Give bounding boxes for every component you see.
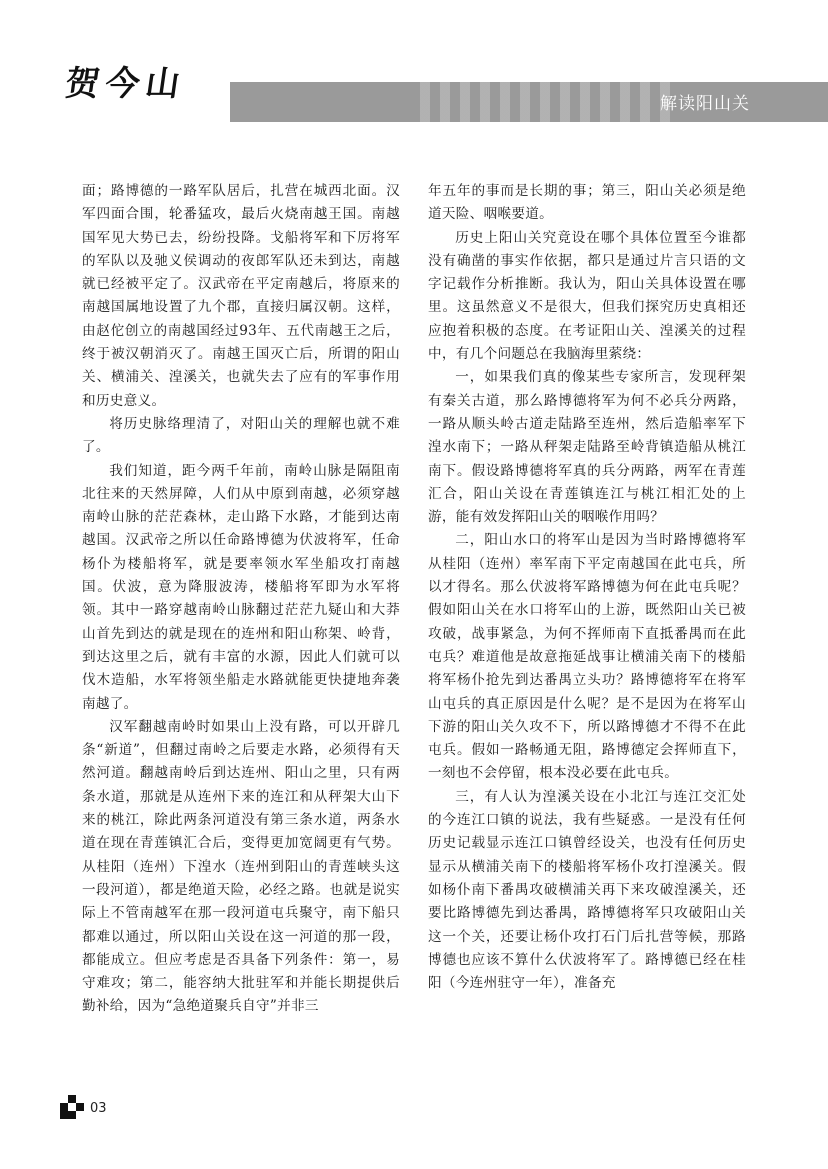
logo: 贺今山	[62, 64, 189, 104]
paragraph: 一，如果我们真的像某些专家所言，发现秤架有秦关古道，那么路博德将军为何不必兵分两路，一路从顺头岭古道走陆路至连州，然后造船率军下湟水南下；一路从秤架走陆路至岭背镇造船从桃江南下。假设路博德将军真的兵分两路，两军在青莲汇合，阳山关设在青莲镇连江与桃江相汇处的上游，能有效发挥阳山关的咽喉作用吗？	[428, 369, 746, 526]
header-stripes	[420, 82, 670, 122]
paragraph: 我们知道，距今两千年前，南岭山脉是隔阻南北往来的天然屏障，人们从中原到南越，必须穿越南岭山脉的茫茫森林，走山路下水路，才能到达南越国。汉武帝之所以任命路博德为伏波将军，任命杨仆为楼船将军，就是要率领水军坐船攻打南越国。伏波，意为降服波涛，楼船将军即为水军将领。其中一路穿越南岭山脉翻过茫茫九疑山和大莽山首先到达的就是现在的连州和阳山称架、岭背，到达这里之后，就有丰富的水源，因此人们就可以伐木造船，水军将领坐船走水路就能更快捷地奔袭南越了。	[82, 462, 400, 712]
right-column	[428, 180, 746, 995]
paragraph: 历史上阳山关究竟设在哪个具体位置至今谁都没有确凿的事实作依据，都只是通过片言只语的文字记载作分析推断。我认为，阳山关具体设置在哪里。这虽然意义不是很大，但我们探究历史真相还应抱着积极的态度。在考证阳山关、湟溪关的过程中，有几个问题总在我脑海里萦绕：	[428, 229, 746, 363]
left-column	[82, 180, 400, 1019]
paragraph: 将历史脉络理清了，对阳山关的理解也就不难了。	[82, 415, 400, 456]
page-mark-icon	[60, 1095, 84, 1119]
paragraph: 年五年的事而是长期的事；第三，阳山关必须是绝道天险、咽喉要道。	[428, 183, 746, 223]
paragraph: 汉军翻越南岭时如果山上没有路，可以开辟几条“新道”，但翻过南岭之后要走水路，必须得有天然河道。翻越南岭后到达连州、阳山之里，只有两条水道，那就是从连州下来的连江和从秤架大山下来的桃江，除此两条河道没有第三条水道，两条水道在现在青莲镇汇合后，变得更加宽阔更有气势。从桂阳（连州）下湟水（连州到阳山的青莲峡头这一段河道），都是绝道天险，必经之路。也就是说实际上不管南越军在那一段河道屯兵聚守，南下船只都难以通过，所以阳山关设在这一河道的那一段，都能成立。但应考虑是否具备下列条件：第一，易守难攻；第二，能容纳大批驻军和并能长期提供后勤补给，因为“急绝道聚兵自守”并非三	[82, 718, 400, 1015]
paragraph: 二，阳山水口的将军山是因为当时路博德将军从桂阳（连州）率军南下平定南越国在此屯兵，所以才得名。那么伏波将军路博德为何在此屯兵呢？假如阳山关在水口将军山的上游，既然阳山关已被攻破，战事紧急，为何不挥师南下直抵番禺而在此屯兵？难道他是故意拖延战事让横浦关南下的楼船将军杨仆抢先到达番禺立头功？路博德将军在将军山屯兵的真正原因是什么呢？是不是因为在将军山下游的阳山关久攻不下，所以路博德才不得不在此屯兵。假如一路畅通无阻，路博德定会挥师直下，一刻也不会停留，根本没必要在此屯兵。	[428, 532, 746, 782]
paragraph: 面；路博德的一路军队居后，扎营在城西北面。汉军四面合围，轮番猛攻，最后火烧南越王国。南越国军见大势已去，纷纷投降。戈船将军和下厉将军的军队以及驰义侯调动的夜郎军队还未到达，南越就已经被平定了。汉武帝在平定南越后，将原来的南越国属地设置了九个郡，直接归属汉朝。这样，由赵佗创立的南越国经过93年、五代南越王之后，终于被汉朝消灭了。南越王国灭亡后，所谓的阳山关、横浦关、湟溪关，也就失去了应有的军事作用和历史意义。	[82, 183, 400, 409]
section-title: 解读阳山关	[660, 94, 750, 114]
paragraph: 三，有人认为湟溪关设在小北江与连江交汇处的今连江口镇的说法，我有些疑惑。一是没有任何历史记载显示连江口镇曾经设关，也没有任何历史显示从横浦关南下的楼船将军杨仆攻打湟溪关。假如杨仆南下番禺攻破横浦关再下来攻破湟溪关，还要比路博德先到达番禺，路博德将军只攻破阳山关这一个关，还要让杨仆攻打石门后扎营等候，那路博德也应该不算什么伏波将军了。路博德已经在桂阳（今连州驻守一年），准备充	[428, 788, 746, 992]
page-number: 03	[90, 1101, 107, 1116]
